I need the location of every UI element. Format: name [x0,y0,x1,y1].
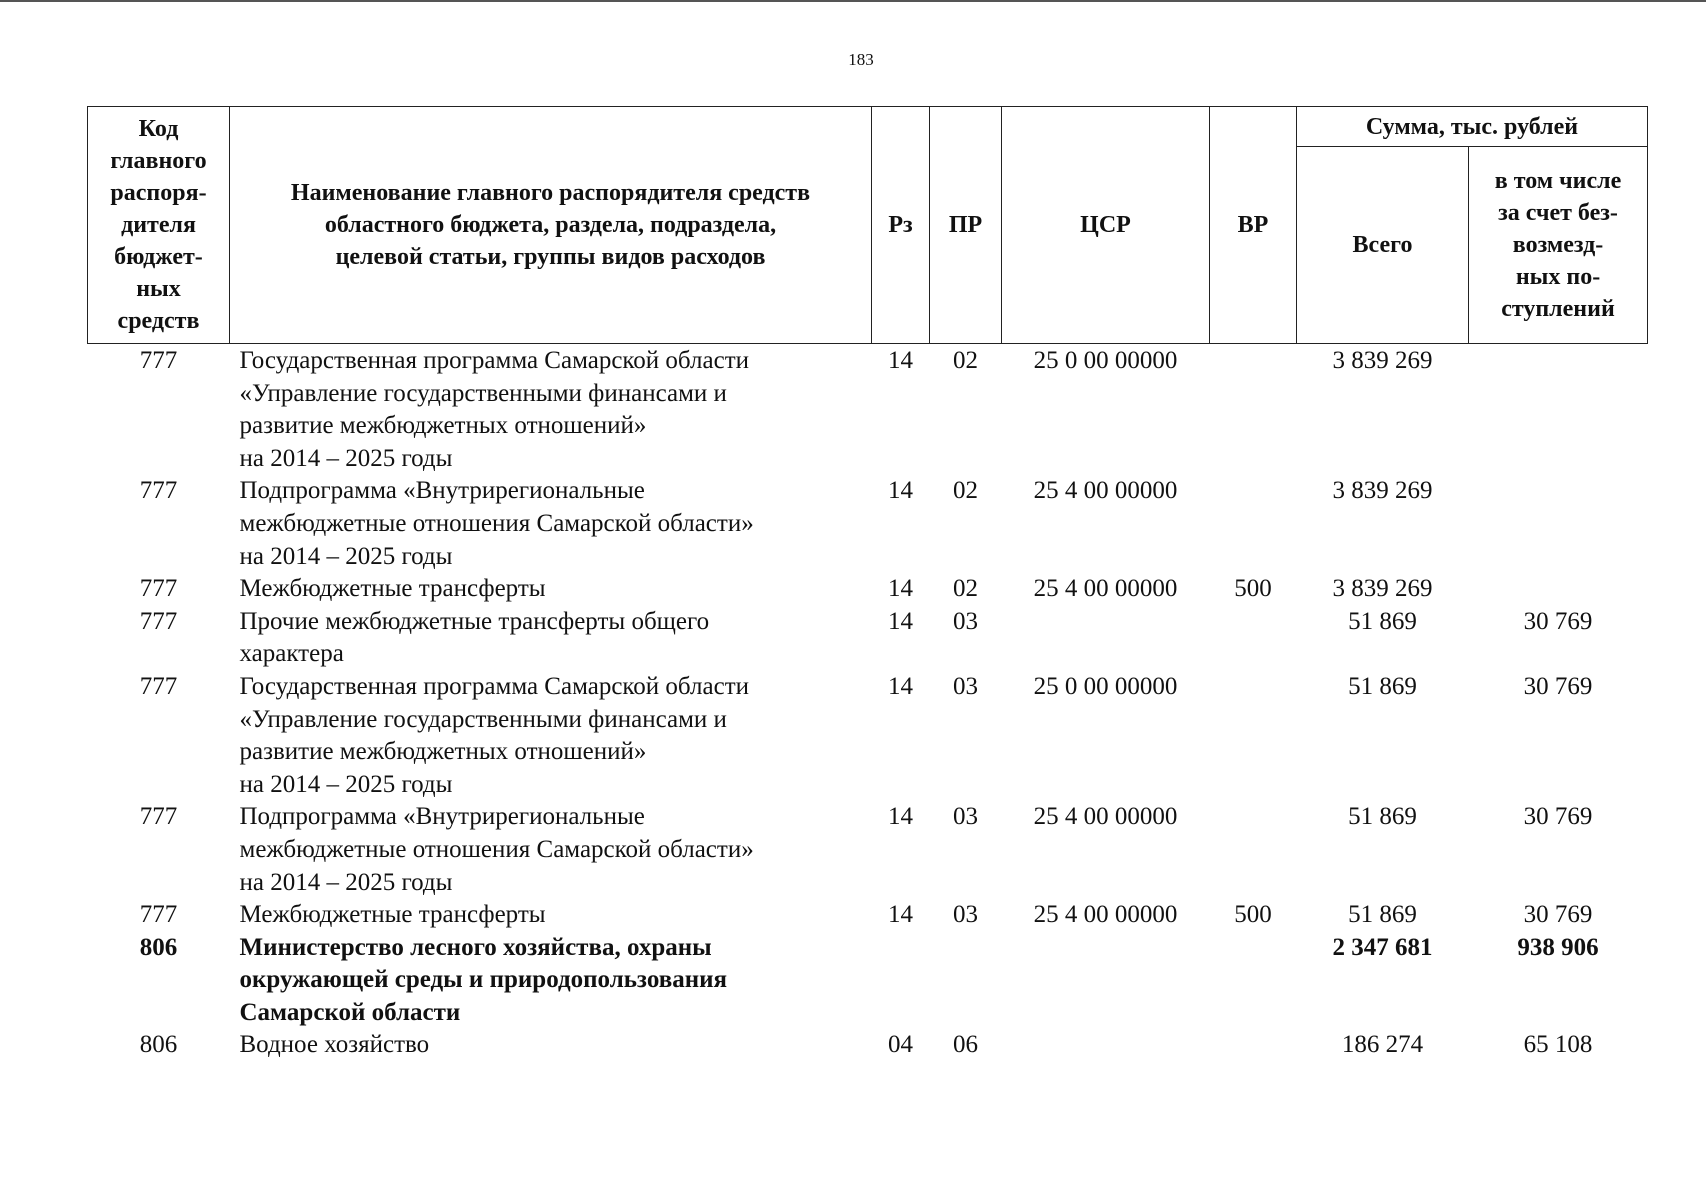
cell-pr: 02 [953,575,978,603]
cell-code: 777 [139,607,178,635]
cell-rz: 14 [888,347,913,374]
cell-free: 30 769 [1523,901,1593,929]
cell-free: 30 769 [1523,803,1593,831]
header-csr: ЦСР [1002,107,1210,344]
cell-vr [1210,1029,1297,1062]
header-vr: ВР [1210,107,1297,344]
cell-vr [1210,801,1297,899]
cell-pr: 03 [953,672,978,700]
cell-free: 65 108 [1523,1031,1593,1059]
cell-rz: 14 [888,477,913,505]
cell-csr: 25 4 00 00000 [1033,803,1178,831]
cell-free [1469,475,1648,573]
cell-csr: 25 0 00 00000 [1033,672,1178,700]
cell-rz: 14 [888,672,913,700]
table-row [88,606,1648,671]
budget-table [87,106,1648,1062]
cell-name: Межбюджетные трансферты [239,575,546,603]
cell-name: Прочие межбюджетные трансферты общего характера [239,607,710,668]
header-free: в том числе за счет без- возмезд- ных по- ступлений [1469,147,1648,344]
header-pr: ПР [930,107,1002,344]
cell-code: 806 [139,933,178,961]
table-row [88,1029,1648,1062]
cell-free [1469,344,1648,476]
table-row [88,573,1648,606]
cell-code: 777 [139,672,178,700]
cell-name: Государственная программа Самарской области «Управление государственными финансами и развитие межбюджетных отношений» на 2014 – 2025 годы [239,347,749,472]
budget-table-wrapper [87,106,1647,1062]
cell-free [1469,573,1648,606]
cell-vr [1210,344,1297,476]
cell-name: Министерство лесного хозяйства, охраны окружающей среды и природопользования Самарской области [239,933,728,1026]
cell-pr: 03 [953,901,978,929]
header-sum: Сумма, тыс. рублей [1297,107,1648,147]
cell-code: 806 [139,1031,178,1059]
cell-free: 938 906 [1517,933,1599,961]
cell-csr: 25 4 00 00000 [1033,575,1178,603]
header-total: Всего [1297,147,1469,344]
cell-total: 51 869 [1348,607,1417,635]
cell-csr [1002,1029,1210,1062]
cell-pr [930,932,1002,1030]
cell-free: 30 769 [1523,607,1593,635]
cell-name: Подпрограмма «Внутрирегиональные межбюджетные отношения Самарской области» на 2014 – 2025 годы [239,803,754,896]
cell-csr [1002,606,1210,671]
cell-vr: 500 [1234,901,1272,929]
cell-code: 777 [139,575,178,603]
cell-pr: 03 [953,803,978,831]
page-number: 183 [848,50,874,69]
cell-code: 777 [139,803,178,831]
cell-name: Межбюджетные трансферты [239,901,546,929]
cell-pr: 02 [953,477,978,505]
table-row [88,475,1648,573]
cell-total: 3 839 269 [1332,477,1433,505]
header-code: Код главного распоря- дителя бюджет- ных средств [88,107,230,344]
cell-csr: 25 4 00 00000 [1033,901,1178,929]
cell-rz: 14 [888,607,913,635]
cell-total: 51 869 [1348,901,1417,929]
cell-csr: 25 0 00 00000 [1033,347,1178,374]
cell-total: 2 347 681 [1332,933,1433,961]
cell-code: 777 [139,477,178,505]
cell-rz: 14 [888,575,913,603]
header-name: Наименование главного распорядителя средств областного бюджета, раздела, подраздела, целевой статьи, группы видов расходов [230,107,872,344]
cell-total: 3 839 269 [1332,575,1433,603]
cell-total: 3 839 269 [1332,347,1433,374]
cell-vr [1210,932,1297,1030]
top-rule [0,0,1706,2]
table-row [88,671,1648,801]
header-rz: Рз [872,107,930,344]
cell-total: 51 869 [1348,803,1417,831]
cell-total: 186 274 [1341,1031,1424,1059]
cell-rz: 14 [888,901,913,929]
cell-name: Водное хозяйство [239,1031,430,1059]
table-row [88,801,1648,899]
cell-free: 30 769 [1523,672,1593,700]
cell-total: 51 869 [1348,672,1417,700]
cell-pr: 03 [953,607,978,635]
table-row [88,899,1648,932]
cell-vr [1210,475,1297,573]
cell-name: Государственная программа Самарской области «Управление государственными финансами и развитие межбюджетных отношений» на 2014 – 2025 годы [239,672,749,798]
cell-vr [1210,671,1297,801]
cell-code: 777 [139,347,178,374]
cell-csr [1002,932,1210,1030]
cell-csr: 25 4 00 00000 [1033,477,1178,505]
cell-name: Подпрограмма «Внутрирегиональные межбюджетные отношения Самарской области» на 2014 – 2025 годы [239,477,754,570]
cell-pr: 02 [953,347,978,374]
cell-rz [872,932,930,1030]
cell-code: 777 [139,901,178,929]
table-row [88,344,1648,476]
table-row-ministry [88,932,1648,1030]
cell-vr [1210,606,1297,671]
cell-rz: 14 [888,803,913,831]
cell-vr: 500 [1234,575,1272,603]
cell-pr: 06 [953,1031,978,1059]
cell-rz: 04 [888,1031,913,1059]
